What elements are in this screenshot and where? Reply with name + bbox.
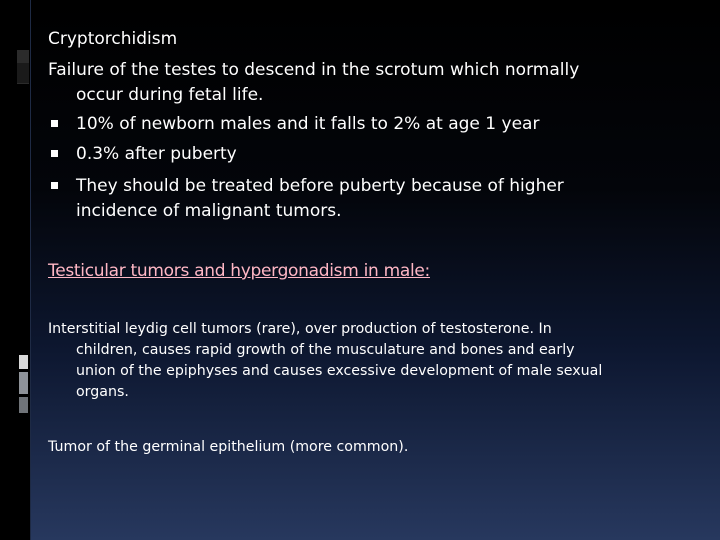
bullet-marker [51,120,58,127]
intro-text-line: Failure of the testes to descend in the scrotum which normally [48,60,580,80]
decorative-block [19,372,28,394]
bullet-text: 10% of newborn males and it falls to 2% at age 1 year [76,114,540,134]
paragraph-line: children, causes rapid growth of the musculature and bones and early [76,342,575,358]
bullet-text: They should be treated before puberty because of higher [76,176,564,196]
intro-text-line: occur during fetal life. [76,85,264,105]
paragraph-line: Tumor of the germinal epithelium (more common). [48,439,409,455]
paragraph-line: organs. [76,384,129,400]
bullet-marker [51,182,58,189]
bullet-marker [51,150,58,157]
bullet-text: 0.3% after puberty [76,144,237,164]
decorative-block [19,355,28,369]
paragraph-line: Interstitial leydig cell tumors (rare), over production of testosterone. In [48,321,552,337]
decorative-block [19,397,28,413]
section-heading: Testicular tumors and hypergonadism in male: [48,261,430,281]
decorative-block [17,63,29,83]
bullet-text: incidence of malignant tumors. [76,201,342,221]
paragraph-line: union of the epiphyses and causes excessive development of male sexual [76,363,603,379]
slide-title: Cryptorchidism [48,29,178,49]
